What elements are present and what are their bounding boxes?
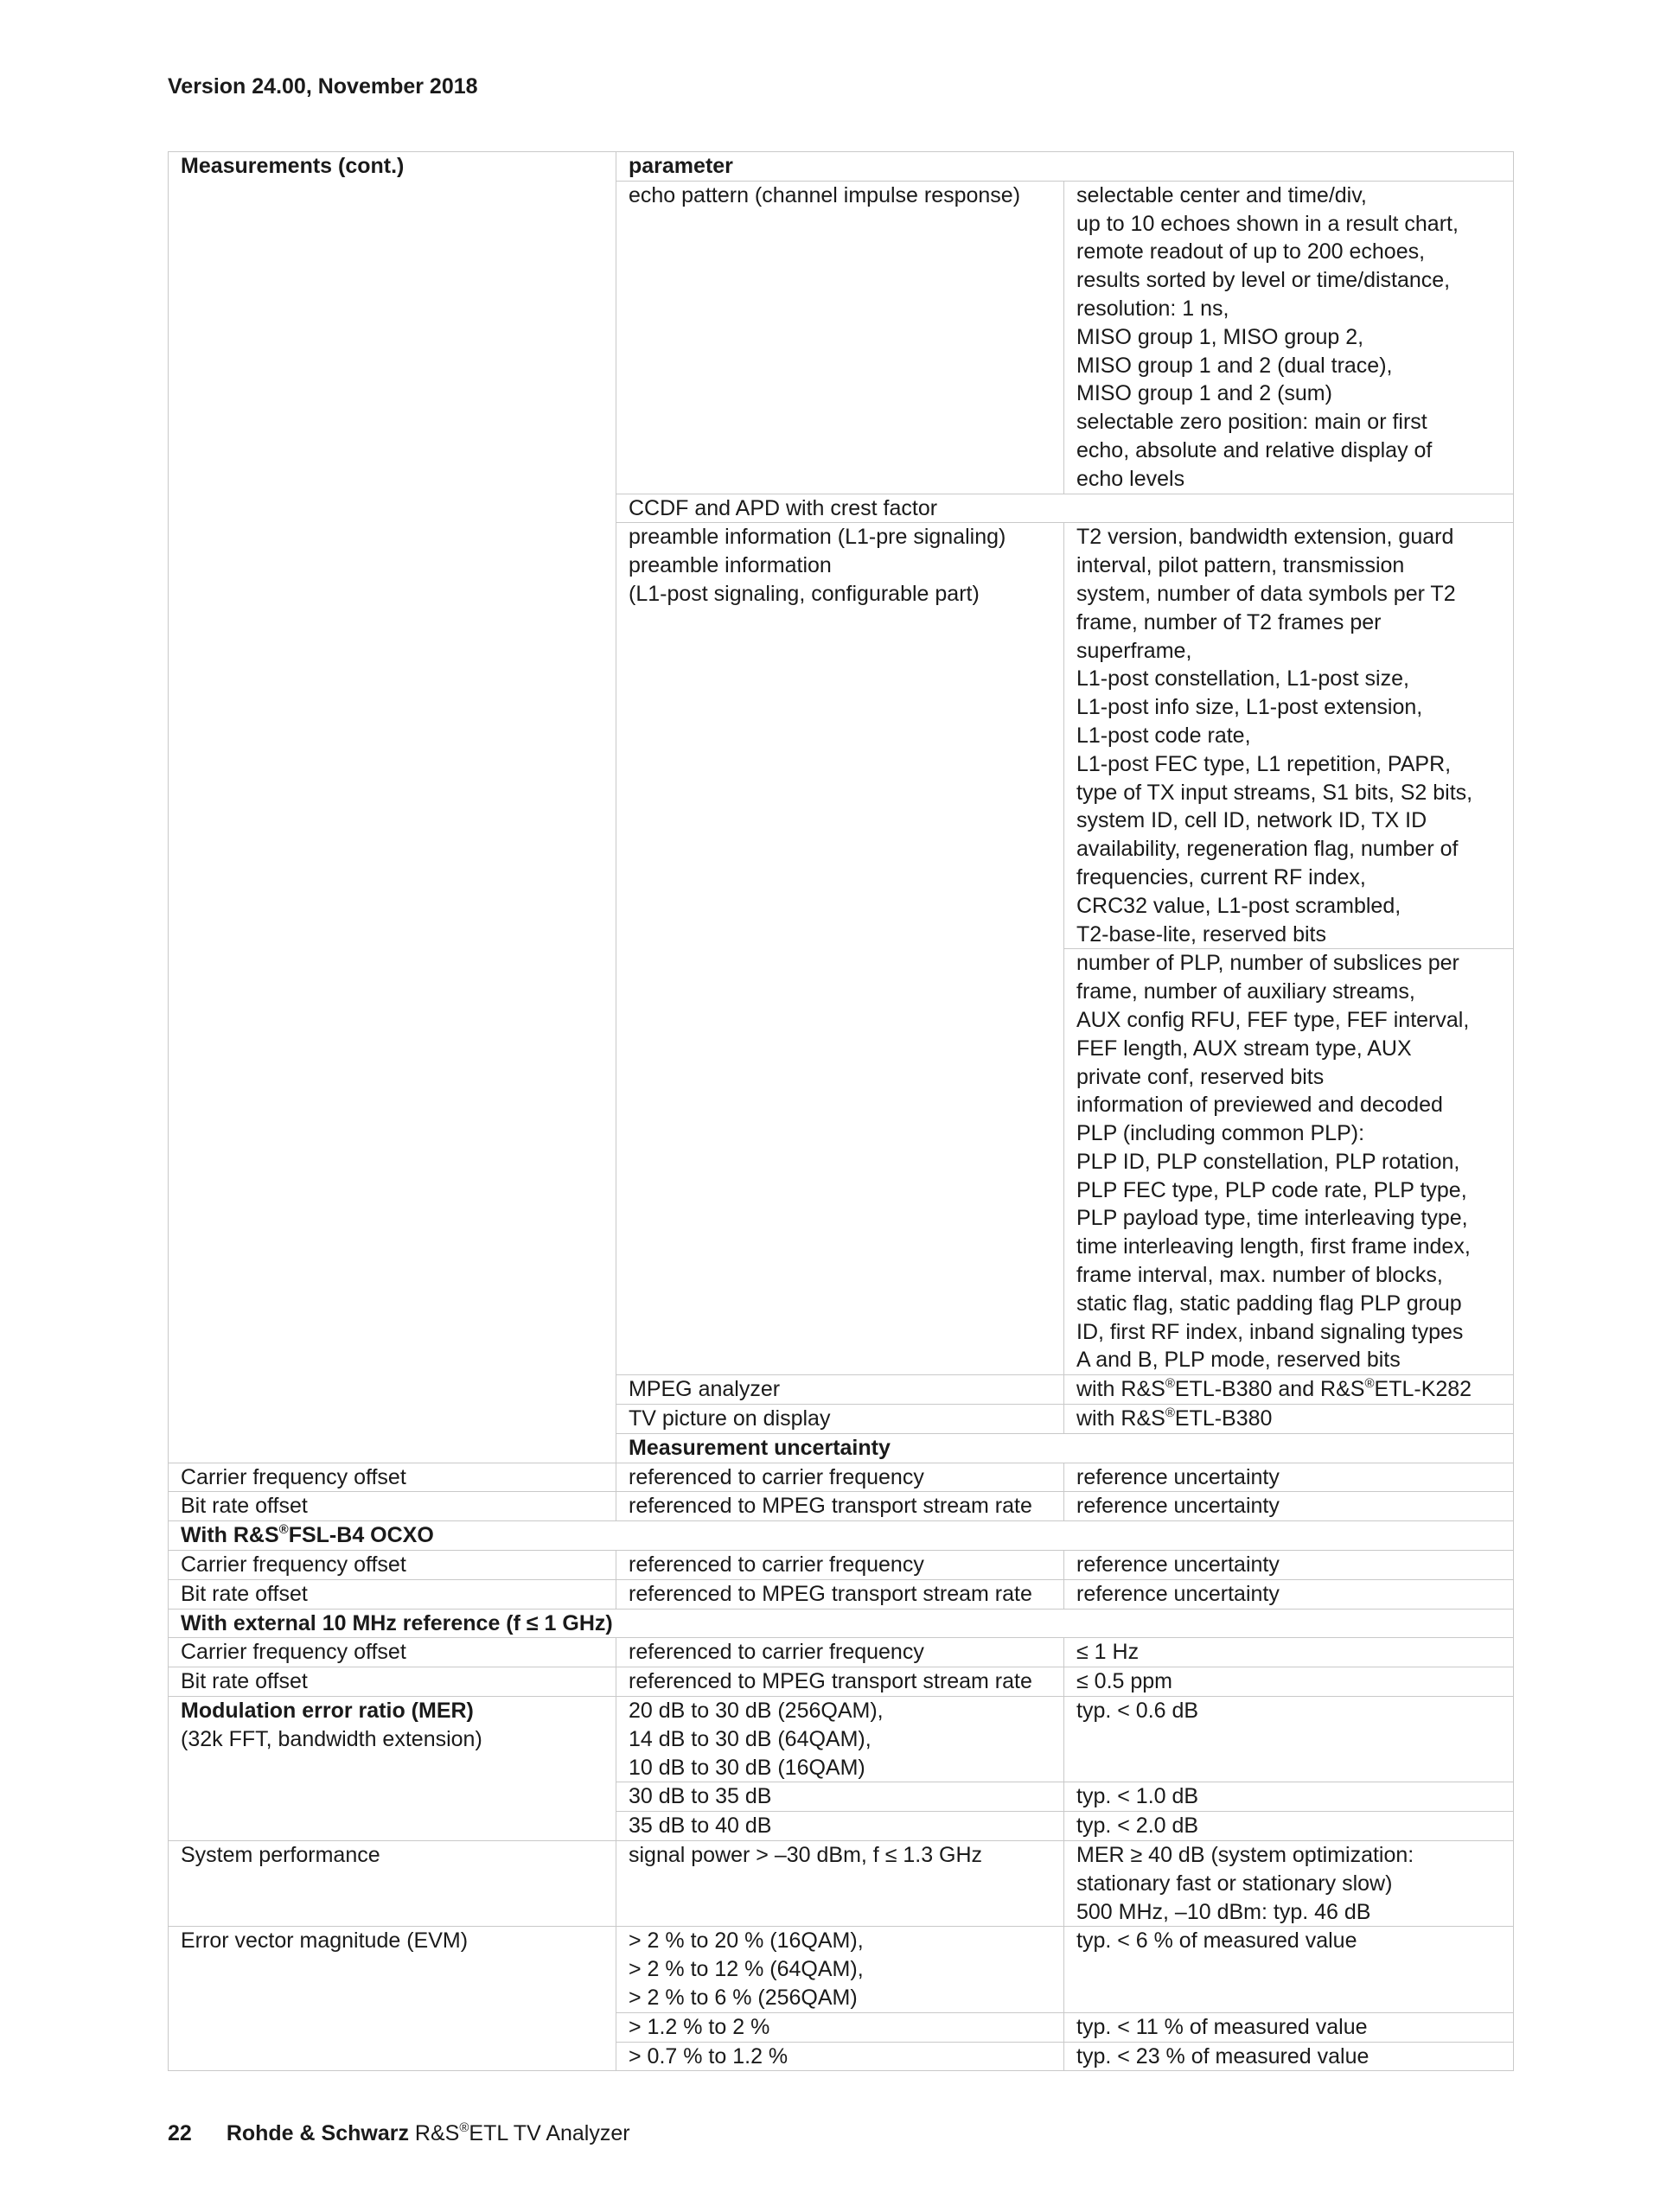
- row-condition: 35 dB to 40 dB: [616, 1812, 1064, 1841]
- page-footer: [168, 2121, 630, 2146]
- table-row: [169, 1609, 1514, 1638]
- product-name-a: R&S: [408, 2121, 460, 2145]
- table-row: [169, 1521, 1514, 1551]
- param-label: echo pattern (channel impulse response): [616, 181, 1064, 494]
- row-condition: > 0.7 % to 1.2 %: [616, 2042, 1064, 2071]
- row-condition: signal power > –30 dBm, f ≤ 1.3 GHz: [616, 1841, 1064, 1927]
- row-label: Carrier frequency offset: [169, 1463, 616, 1492]
- table-row: [169, 1463, 1514, 1492]
- row-label: Bit rate offset: [169, 1667, 616, 1697]
- row-value: typ. < 1.0 dB: [1064, 1782, 1514, 1812]
- row-condition: referenced to MPEG transport stream rate: [616, 1667, 1064, 1697]
- section-header: With R&S®FSL-B4 OCXO: [169, 1521, 1514, 1551]
- table-row: [169, 1667, 1514, 1697]
- brand-name: Rohde & Schwarz: [226, 2121, 409, 2145]
- row-condition: 20 dB to 30 dB (256QAM), 14 dB to 30 dB (64QAM), 10 dB to 30 dB (16QAM): [616, 1697, 1064, 1782]
- row-label: Error vector magnitude (EVM): [169, 1927, 616, 2071]
- param-desc: with R&S®ETL-B380: [1064, 1405, 1514, 1434]
- row-label: Carrier frequency offset: [169, 1638, 616, 1667]
- row-condition: > 2 % to 20 % (16QAM), > 2 % to 12 % (64QAM), > 2 % to 6 % (256QAM): [616, 1927, 1064, 2012]
- row-label: Bit rate offset: [169, 1579, 616, 1609]
- param-desc: number of PLP, number of subslices per frame, number of auxiliary streams, AUX config RFU, FEF type, FEF interval, FEF length, AUX stream type, AUX private conf, reserved bits information of previewed and decoded PLP (including common PLP): PLP ID, PLP constellation, PLP rotation, PLP FEC type, PLP code rate, PLP type, PLP payload type, time interleaving type, time interleaving length, first frame index, frame interval, max. number of blocks, static flag, static padding flag PLP group ID, first RF index, inband signaling types A and B, PLP mode, reserved bits: [1064, 949, 1514, 1375]
- section-label: Measurements (cont.): [169, 152, 616, 1463]
- row-condition: > 1.2 % to 2 %: [616, 2012, 1064, 2042]
- row-value: typ. < 0.6 dB: [1064, 1697, 1514, 1782]
- param-label: CCDF and APD with crest factor: [616, 494, 1514, 523]
- param-label: MPEG analyzer: [616, 1375, 1064, 1405]
- table-row: [169, 1927, 1514, 2012]
- spec-table: [168, 151, 1514, 2071]
- row-condition: referenced to carrier frequency: [616, 1638, 1064, 1667]
- parameter-header: parameter: [616, 152, 1514, 182]
- row-label: System performance: [169, 1841, 616, 1927]
- table-row: [169, 1841, 1514, 1927]
- param-desc: selectable center and time/div, up to 10 echoes shown in a result chart, remote readout of up to 200 echoes, results sorted by level or time/distance, resolution: 1 ns, MISO group 1, MISO group 2, MISO group 1 and 2 (dual trace), MISO group 1 and 2 (sum) selectable zero position: main or first echo, absolute and relative display of echo levels: [1064, 181, 1514, 494]
- table-row: [169, 1492, 1514, 1521]
- row-condition: referenced to MPEG transport stream rate: [616, 1492, 1064, 1521]
- mer-title: Modulation error ratio (MER): [181, 1699, 474, 1724]
- row-value: reference uncertainty: [1064, 1492, 1514, 1521]
- row-label: [169, 1697, 616, 1841]
- product-name-b: ETL TV Analyzer: [469, 2121, 630, 2145]
- row-condition: referenced to carrier frequency: [616, 1551, 1064, 1580]
- param-label: TV picture on display: [616, 1405, 1064, 1434]
- param-desc: with R&S®ETL-B380 and R&S®ETL-K282: [1064, 1375, 1514, 1405]
- document-version: Version 24.00, November 2018: [168, 74, 478, 99]
- row-value: reference uncertainty: [1064, 1551, 1514, 1580]
- row-condition: referenced to MPEG transport stream rate: [616, 1579, 1064, 1609]
- section-header: With external 10 MHz reference (f ≤ 1 GHz): [169, 1609, 1514, 1638]
- registered-mark: ®: [459, 2120, 469, 2135]
- mer-subtitle: (32k FFT, bandwidth extension): [181, 1726, 482, 1751]
- row-value: MER ≥ 40 dB (system optimization: stationary fast or stationary slow) 500 MHz, –10 dBm: typ. 46 dB: [1064, 1841, 1514, 1927]
- row-condition: 30 dB to 35 dB: [616, 1782, 1064, 1812]
- param-label: preamble information (L1-pre signaling) preamble information (L1-post signaling, configurable part): [616, 523, 1064, 949]
- row-value: typ. < 2.0 dB: [1064, 1812, 1514, 1841]
- row-value: ≤ 1 Hz: [1064, 1638, 1514, 1667]
- row-value: typ. < 6 % of measured value: [1064, 1927, 1514, 2012]
- param-label-cont: [616, 949, 1064, 1375]
- section-header: Measurement uncertainty: [616, 1433, 1514, 1463]
- row-value: typ. < 11 % of measured value: [1064, 2012, 1514, 2042]
- table-row: [169, 1697, 1514, 1782]
- table-row: [169, 1638, 1514, 1667]
- row-value: reference uncertainty: [1064, 1579, 1514, 1609]
- table-row: [169, 1579, 1514, 1609]
- row-value: typ. < 23 % of measured value: [1064, 2042, 1514, 2071]
- table-row: [169, 1551, 1514, 1580]
- row-label: Bit rate offset: [169, 1492, 616, 1521]
- row-condition: referenced to carrier frequency: [616, 1463, 1064, 1492]
- row-value: reference uncertainty: [1064, 1463, 1514, 1492]
- row-value: ≤ 0.5 ppm: [1064, 1667, 1514, 1697]
- page-number: 22: [168, 2121, 192, 2145]
- table-row: [169, 152, 1514, 182]
- param-desc: T2 version, bandwidth extension, guard interval, pilot pattern, transmission system, number of data symbols per T2 frame, number of T2 frames per superframe, L1-post constellation, L1-post size, L1-post info size, L1-post extension, L1-post code rate, L1-post FEC type, L1 repetition, PAPR, type of TX input streams, S1 bits, S2 bits, system ID, cell ID, network ID, TX ID availability, regeneration flag, number of frequencies, current RF index, CRC32 value, L1-post scrambled, T2-base-lite, reserved bits: [1064, 523, 1514, 949]
- row-label: Carrier frequency offset: [169, 1551, 616, 1580]
